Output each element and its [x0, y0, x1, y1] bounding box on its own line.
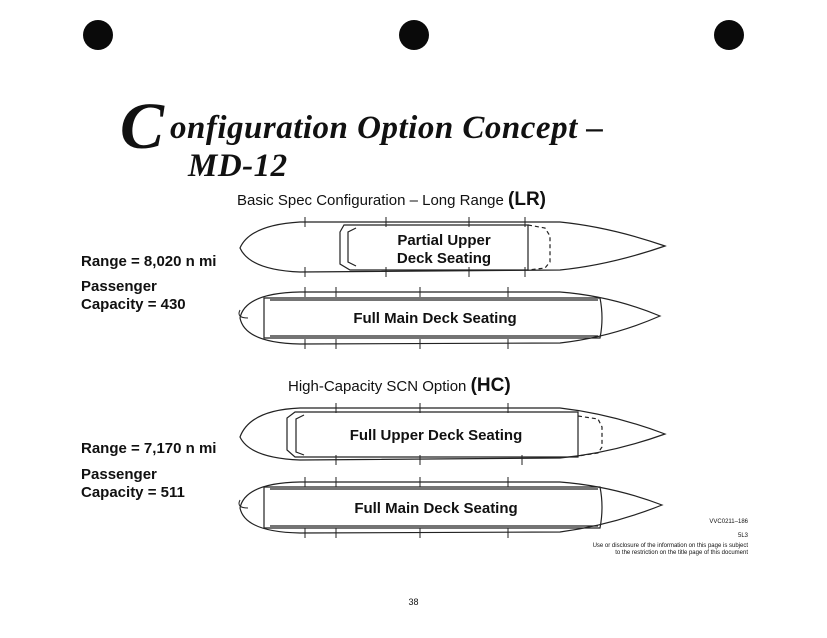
- lr-upper-nose-door: [348, 228, 356, 266]
- lr-capacity-line-2: Capacity = 430: [81, 296, 186, 313]
- hc-heading-text: High-Capacity SCN Option: [288, 378, 467, 395]
- lr-upper-cabin-extension: [528, 225, 550, 270]
- title-line-2: MD-12: [188, 148, 288, 184]
- page-number: 38: [408, 597, 419, 607]
- tail-caps: [239, 310, 248, 508]
- disclosure-line-2: to the restriction on the title page of this document: [615, 550, 748, 556]
- doc-code: VVC0211–186: [709, 519, 748, 525]
- lr-heading-text: Basic Spec Configuration – Long Range: [237, 192, 504, 209]
- lr-heading-abbr: (LR): [508, 189, 546, 210]
- disclosure-note: [593, 543, 748, 557]
- hc-upper-nose-door: [296, 415, 304, 455]
- hc-main-label: Full Main Deck Seating: [354, 500, 518, 517]
- hc-heading-abbr: (HC): [470, 375, 511, 396]
- hc-upper-cabin-extension: [578, 416, 602, 456]
- hc-capacity-line-2: Capacity = 511: [81, 484, 185, 501]
- lr-range: Range = 8,020 n mi: [81, 253, 217, 270]
- lr-upper-label-1: Partial Upper: [397, 232, 491, 249]
- lr-main-label: Full Main Deck Seating: [353, 310, 517, 327]
- lr-capacity-line-1: Passenger: [81, 278, 157, 295]
- title-line-1: onfiguration Option Concept –: [170, 110, 604, 146]
- disclosure-line-1: Use or disclosure of the information on this page is subject: [592, 543, 748, 549]
- title-dropcap: C: [120, 90, 165, 163]
- rev-code: 5L3: [737, 533, 748, 539]
- hc-capacity-line-1: Passenger: [81, 466, 157, 483]
- lr-upper-label-2: Deck Seating: [396, 250, 492, 267]
- hc-upper-label: Full Upper Deck Seating: [349, 427, 523, 444]
- hc-range: Range = 7,170 n mi: [81, 440, 217, 457]
